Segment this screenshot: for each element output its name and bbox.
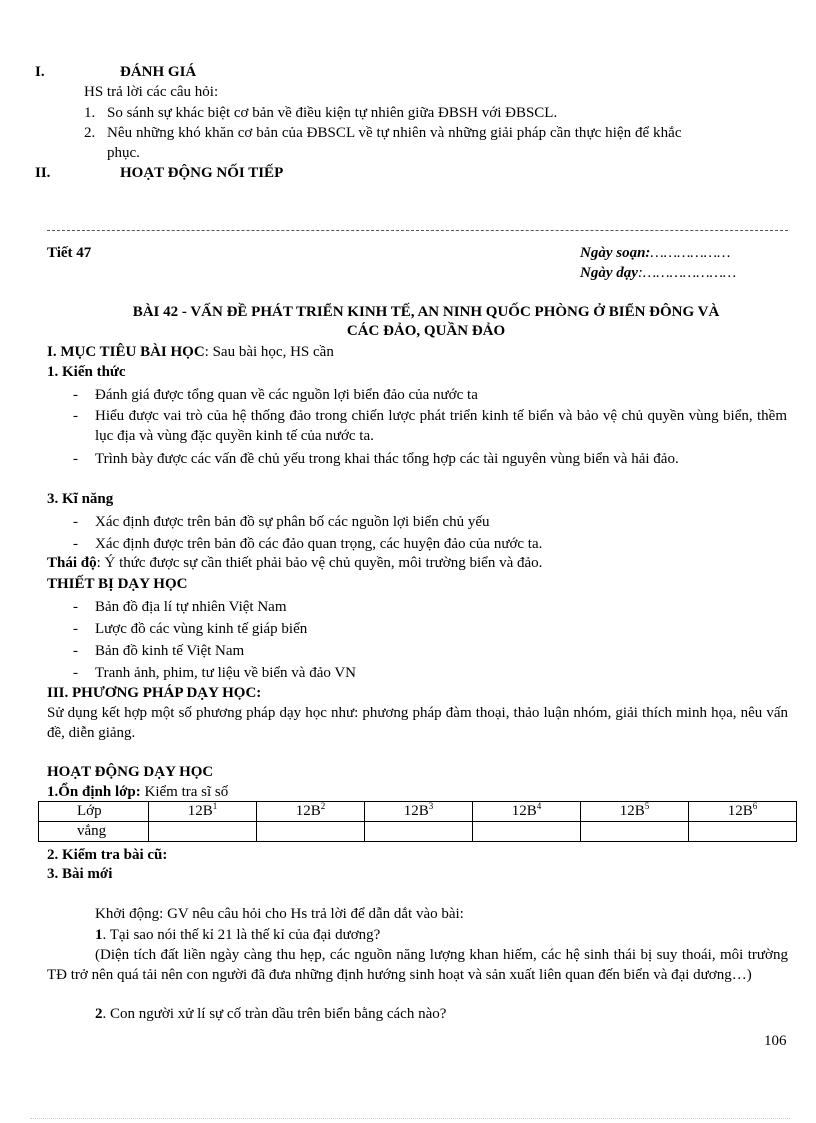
table-cell: Lớp xyxy=(39,802,149,822)
separator-line xyxy=(47,230,788,231)
table-row xyxy=(39,822,797,842)
class-name: 12B xyxy=(619,803,645,819)
table-cell xyxy=(473,802,581,822)
prep-date-dots: ……………… xyxy=(650,245,731,261)
activities-heading: HOẠT ĐỘNG DẠY HỌC xyxy=(47,764,214,780)
class-name: 12B xyxy=(727,803,753,819)
list-item: Trình bày được các vấn đề chủ yếu trong khai thác tổng hợp các tài nguyên vùng biển và hải đảo. xyxy=(95,451,679,467)
table-cell xyxy=(365,822,473,842)
section-number: II. xyxy=(35,165,51,181)
skills-heading: 3. Kĩ năng xyxy=(47,491,114,507)
warmup-text: Khởi động: GV nêu câu hỏi cho Hs trả lời để dẫn dắt vào bài: xyxy=(95,906,464,922)
knowledge-heading: 1. Kiến thức xyxy=(47,364,126,380)
table-cell xyxy=(689,802,797,822)
footer-divider xyxy=(30,1118,790,1119)
table-row xyxy=(39,802,797,822)
list-item: Lược đồ các vùng kinh tế giáp biển xyxy=(95,621,308,637)
question-text: . Tại sao nói thế kỉ 21 là thế kỉ của đại dương? xyxy=(102,927,381,943)
table-cell: vắng xyxy=(39,822,149,842)
bullet-dash: - xyxy=(73,665,78,681)
list-item: Hiểu được vai trò của hệ thống đảo trong chiến lược phát triển kinh tế biển và bảo vệ chủ quyền vùng biển, thềm lục địa và vùng đặc quyền kinh tế của nước ta. xyxy=(95,408,787,444)
class-name: 12B xyxy=(295,803,321,819)
section-number: I. xyxy=(35,64,45,80)
table-cell xyxy=(581,822,689,842)
section-title: HOẠT ĐỘNG NỐI TIẾP xyxy=(120,165,284,181)
lesson-period: Tiết 47 xyxy=(47,245,92,261)
table-cell xyxy=(149,802,257,822)
bullet-dash: - xyxy=(73,514,78,530)
bullet-dash: - xyxy=(73,621,78,637)
bullet-dash: - xyxy=(73,387,78,403)
class-name: 12B xyxy=(511,803,537,819)
attitude-label: Thái độ xyxy=(47,555,97,571)
class-stabilize-label: 1.Ổn định lớp: xyxy=(47,784,141,800)
warmup-question xyxy=(95,925,380,945)
warmup-answer: (Diện tích đất liền ngày càng thu hẹp, các nguồn năng lượng khan hiếm, các hệ sinh thái bị suy thoái, môi trường TĐ trở nên quá tải nên con người đã đưa những định hướng sinh hoạt và sản xuất liên quan đến biển và đại dương…) xyxy=(47,947,788,983)
objectives-heading xyxy=(47,342,334,362)
question-number: 2. xyxy=(84,125,96,141)
class-suffix: 1 xyxy=(212,801,218,811)
class-suffix: 5 xyxy=(644,801,650,811)
table-cell xyxy=(689,822,797,842)
equipment-heading: THIẾT BỊ DẠY HỌC xyxy=(47,576,188,592)
prep-date-label: Ngày soạn: xyxy=(580,245,651,261)
page-number: 106 xyxy=(764,1033,787,1049)
question-text: So sánh sự khác biệt cơ bản về điều kiện tự nhiên giữa ĐBSH với ĐBSCL. xyxy=(107,105,558,121)
warmup-question xyxy=(95,1004,446,1024)
question-text: Nêu những khó khăn cơ bản của ĐBSCL về tự nhiên và những giải pháp cần thực hiện để khắc xyxy=(107,125,682,141)
class-stabilize xyxy=(47,782,228,802)
table-cell xyxy=(365,802,473,822)
class-stabilize-text: Kiểm tra sĩ số xyxy=(140,784,229,800)
teach-date-label: Ngày dạy xyxy=(580,265,638,281)
teach-date-dots: :………………… xyxy=(637,265,737,281)
objectives-label: I. MỤC TIÊU BÀI HỌC xyxy=(47,344,205,360)
class-suffix: 3 xyxy=(428,801,434,811)
list-item: Xác định được trên bản đồ các đảo quan trọng, các huyện đảo của nước ta. xyxy=(95,536,543,552)
table-cell xyxy=(473,822,581,842)
table-cell xyxy=(581,802,689,822)
methods-text: Sử dụng kết hợp một số phương pháp dạy học như: phương pháp đàm thoại, thảo luận nhóm, giải thích minh họa, nêu vấn đề, diễn giảng. xyxy=(47,705,788,741)
class-suffix: 2 xyxy=(320,801,326,811)
question-number: 2 xyxy=(95,1006,103,1022)
list-item: Tranh ảnh, phim, tư liệu về biển và đảo VN xyxy=(95,665,357,681)
bullet-dash: - xyxy=(73,408,78,424)
questions-intro: HS trả lời các câu hỏi: xyxy=(84,84,219,100)
table-cell xyxy=(257,802,365,822)
table-cell xyxy=(257,822,365,842)
table-cell xyxy=(149,822,257,842)
class-suffix: 6 xyxy=(752,801,758,811)
list-item: Xác định được trên bản đồ sự phân bố các nguồn lợi biển chủ yếu xyxy=(95,514,490,530)
bullet-dash: - xyxy=(73,451,78,467)
question-text-cont: phục. xyxy=(107,145,140,161)
bullet-dash: - xyxy=(73,599,78,615)
class-name: 12B xyxy=(403,803,429,819)
list-item: Bản đồ kinh tế Việt Nam xyxy=(95,643,245,659)
methods-heading: III. PHƯƠNG PHÁP DẠY HỌC: xyxy=(47,685,262,701)
new-lesson: 3. Bài mới xyxy=(47,866,113,882)
prep-date xyxy=(580,243,730,263)
class-suffix: 4 xyxy=(536,801,542,811)
bullet-dash: - xyxy=(73,643,78,659)
class-name: 12B xyxy=(187,803,213,819)
question-text: . Con người xử lí sự cố tràn dầu trên biển bằng cách nào? xyxy=(102,1006,447,1022)
old-lesson-check: 2. Kiểm tra bài cũ: xyxy=(47,847,168,863)
list-item: Bản đồ địa lí tự nhiên Việt Nam xyxy=(95,599,287,615)
lesson-title-line1: BÀI 42 - VẤN ĐỀ PHÁT TRIỂN KINH TẾ, AN NINH QUỐC PHÒNG Ở BIỂN ĐÔNG VÀ xyxy=(132,304,720,320)
section-title: ĐÁNH GIÁ xyxy=(120,64,197,80)
attendance-table xyxy=(38,801,797,842)
objectives-rest: : Sau bài học, HS cần xyxy=(204,344,334,360)
list-item: Đánh giá được tổng quan về các nguồn lợi biển đảo của nước ta xyxy=(95,387,478,403)
teach-date xyxy=(580,263,736,283)
attitude-line xyxy=(47,553,542,573)
bullet-dash: - xyxy=(73,536,78,552)
question-number: 1. xyxy=(84,105,96,121)
lesson-title-line2: CÁC ĐẢO, QUẦN ĐẢO xyxy=(346,323,506,339)
attitude-text: : Ý thức được sự cần thiết phải bảo vệ chủ quyền, môi trường biển và đảo. xyxy=(96,555,543,571)
question-number: 1 xyxy=(95,927,103,943)
